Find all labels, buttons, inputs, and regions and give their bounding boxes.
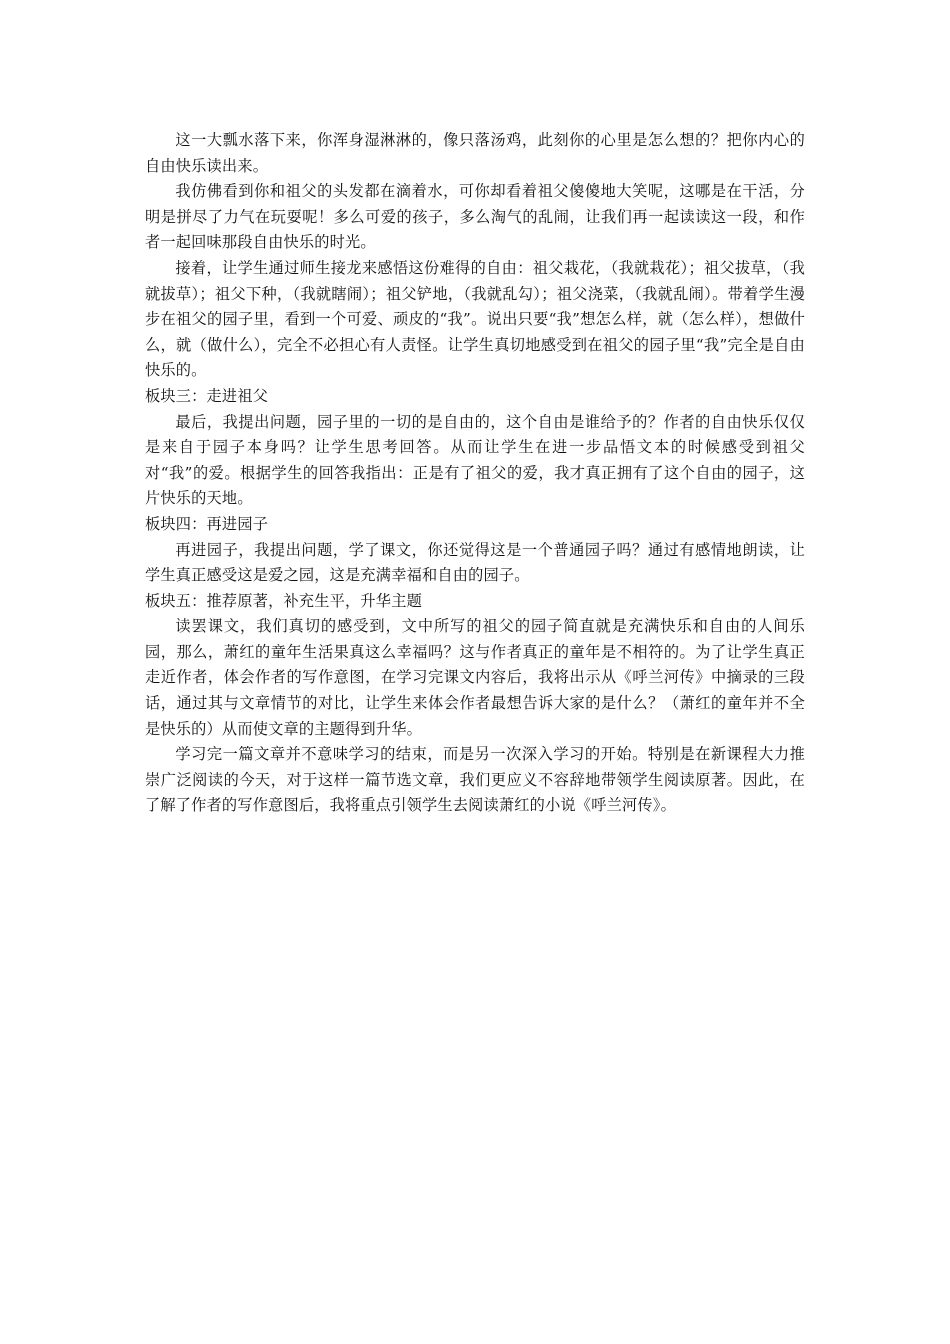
- paragraph-grandfather-laughing: 我仿佛看到你和祖父的头发都在滴着水，可你却看着祖父傻傻地大笑呢，这哪是在干活，分明是拼尽了力气在玩耍呢！多么可爱的孩子，多么淘气的乱闹，让我们再一起读读这一段，和作者一起回味那段自由快乐的时光。: [145, 182, 805, 252]
- paragraph-relay-reading: 接着，让学生通过师生接龙来感悟这份难得的自由：祖父栽花，（我就栽花）；祖父拔草，（我就拔草）；祖父下种，（我就瞎闹）；祖父铲地，（我就乱勾）；祖父浇菜，（我就乱闹）。带着学生漫步在祖父的园子里，看到一个可爱、顽皮的“我”。说出只要“我”想怎么样，就（怎么样），想做什么，就（做什么），完全不必担心有人责怪。让学生真切地感受到在祖父的园子里“我”完全是自由快乐的。: [145, 258, 805, 380]
- section-heading-3: 板块三：走进祖父: [145, 386, 269, 405]
- paragraph-reading-original: 学习完一篇文章并不意味学习的结束，而是另一次深入学习的开始。特别是在新课程大力推崇广泛阅读的今天，对于这样一篇节选文章，我们更应义不容辞地带领学生阅读原著。因此，在了解了作者的写作意图后，我将重点引领学生去阅读萧红的小说《呼兰河传》。: [145, 745, 805, 815]
- document-body: [145, 128, 805, 819]
- paragraph-grandfather-love: 最后，我提出问题，园子里的一切的是自由的，这个自由是谁给予的？作者的自由快乐仅仅是来自于园子本身吗？让学生思考回答。从而让学生在进一步品悟文本的时候感受到祖父对“我”的爱。根据学生的回答我指出：正是有了祖父的爱，我才真正拥有了这个自由的园子，这片快乐的天地。: [145, 412, 805, 508]
- paragraph-revisit-garden: 再进园子，我提出问题，学了课文，你还觉得这是一个普通园子吗？通过有感情地朗读，让学生真正感受这是爱之园，这是充满幸福和自由的园子。: [145, 540, 805, 585]
- paragraph-water-scene: 这一大瓢水落下来，你浑身湿淋淋的，像只落汤鸡，此刻你的心里是怎么想的？把你内心的自由快乐读出来。: [145, 131, 805, 175]
- section-heading-4: 板块四：再进园子: [145, 514, 269, 533]
- paragraph-author-childhood: 读罢课文，我们真切的感受到，文中所写的祖父的园子简直就是充满快乐和自由的人间乐园，那么，萧红的童年生活果真这么幸福吗？这与作者真正的童年是不相符的。为了让学生真正走近作者，体会作者的写作意图，在学习完课文内容后，我将出示从《呼兰河传》中摘录的三段话，通过其与文章情节的对比，让学生来体会作者最想告诉大家的是什么？（萧红的童年并不全是快乐的）从而使文章的主题得到升华。: [145, 617, 805, 738]
- section-heading-5: 板块五：推荐原著，补充生平，升华主题: [145, 591, 422, 610]
